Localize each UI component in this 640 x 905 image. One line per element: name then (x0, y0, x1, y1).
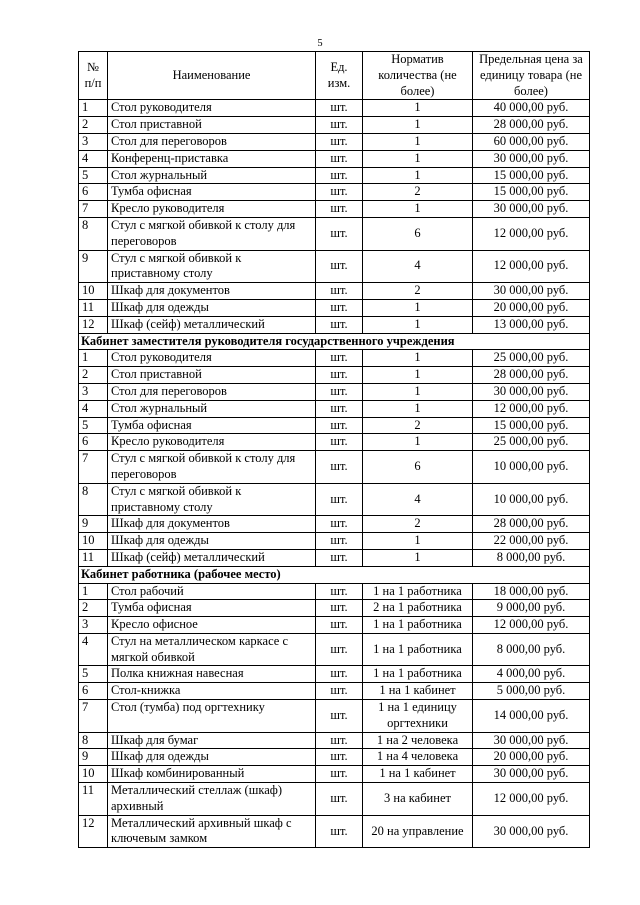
table-row (79, 316, 590, 333)
row-number: 9 (79, 516, 108, 533)
unit-of-measure: шт. (316, 483, 363, 516)
quantity-norm: 1 на 1 работника (363, 583, 473, 600)
item-name: Стол руководителя (108, 350, 316, 367)
section-title: Кабинет работника (рабочее место) (79, 566, 590, 583)
table-row (79, 184, 590, 201)
unit-of-measure: шт. (316, 201, 363, 218)
price-limit: 30 000,00 руб. (473, 383, 590, 400)
quantity-norm: 1 (363, 533, 473, 550)
quantity-norm: 1 (363, 383, 473, 400)
item-name: Полка книжная навесная (108, 666, 316, 683)
item-name: Металлический стеллаж (шкаф) архивный (108, 783, 316, 816)
table-row (79, 666, 590, 683)
row-number: 1 (79, 100, 108, 117)
price-limit: 30 000,00 руб. (473, 283, 590, 300)
unit-of-measure: шт. (316, 533, 363, 550)
table-row (79, 617, 590, 634)
item-name: Стол для переговоров (108, 383, 316, 400)
section-header-row (79, 333, 590, 350)
quantity-norm: 1 (363, 400, 473, 417)
unit-of-measure: шт. (316, 350, 363, 367)
table-row (79, 434, 590, 451)
row-number: 11 (79, 783, 108, 816)
unit-of-measure: шт. (316, 583, 363, 600)
price-limit: 15 000,00 руб. (473, 184, 590, 201)
table-row (79, 133, 590, 150)
table-row (79, 700, 590, 733)
price-limit: 12 000,00 руб. (473, 783, 590, 816)
quantity-norm: 1 на 1 кабинет (363, 766, 473, 783)
unit-of-measure: шт. (316, 217, 363, 250)
unit-of-measure: шт. (316, 749, 363, 766)
header-quantity: Норматив количества (не более) (363, 52, 473, 100)
row-number: 9 (79, 250, 108, 283)
price-limit: 12 000,00 руб. (473, 400, 590, 417)
row-number: 10 (79, 283, 108, 300)
section-header-row (79, 566, 590, 583)
table-row (79, 483, 590, 516)
price-limit: 12 000,00 руб. (473, 217, 590, 250)
row-number: 8 (79, 483, 108, 516)
quantity-norm: 1 на 1 единицу оргтехники (363, 700, 473, 733)
price-limit: 14 000,00 руб. (473, 700, 590, 733)
row-number: 4 (79, 150, 108, 167)
unit-of-measure: шт. (316, 732, 363, 749)
table-row (79, 117, 590, 134)
header-price: Предельная цена за единицу товара (не более) (473, 52, 590, 100)
item-name: Металлический архивный шкаф с ключевым замком (108, 815, 316, 848)
unit-of-measure: шт. (316, 184, 363, 201)
unit-of-measure: шт. (316, 133, 363, 150)
unit-of-measure: шт. (316, 367, 363, 384)
quantity-norm: 1 (363, 117, 473, 134)
unit-of-measure: шт. (316, 451, 363, 484)
quantity-norm: 4 (363, 250, 473, 283)
row-number: 3 (79, 383, 108, 400)
table-row (79, 367, 590, 384)
price-limit: 28 000,00 руб. (473, 367, 590, 384)
row-number: 6 (79, 683, 108, 700)
item-name: Шкаф комбинированный (108, 766, 316, 783)
quantity-norm: 1 (363, 549, 473, 566)
row-number: 6 (79, 434, 108, 451)
price-limit: 5 000,00 руб. (473, 683, 590, 700)
item-name: Шкаф для документов (108, 283, 316, 300)
unit-of-measure: шт. (316, 117, 363, 134)
table-row (79, 633, 590, 666)
table-row (79, 683, 590, 700)
item-name: Стол журнальный (108, 167, 316, 184)
row-number: 11 (79, 549, 108, 566)
quantity-norm: 2 (363, 184, 473, 201)
price-limit: 25 000,00 руб. (473, 434, 590, 451)
row-number: 1 (79, 583, 108, 600)
table-row (79, 283, 590, 300)
quantity-norm: 1 (363, 100, 473, 117)
quantity-norm: 1 (363, 133, 473, 150)
price-limit: 10 000,00 руб. (473, 483, 590, 516)
item-name: Тумба офисная (108, 184, 316, 201)
item-name: Конференц-приставка (108, 150, 316, 167)
row-number: 6 (79, 184, 108, 201)
furniture-norms-table (78, 51, 590, 848)
table-row (79, 815, 590, 848)
unit-of-measure: шт. (316, 299, 363, 316)
row-number: 12 (79, 815, 108, 848)
row-number: 5 (79, 417, 108, 434)
price-limit: 13 000,00 руб. (473, 316, 590, 333)
row-number: 8 (79, 217, 108, 250)
price-limit: 12 000,00 руб. (473, 617, 590, 634)
unit-of-measure: шт. (316, 417, 363, 434)
price-limit: 8 000,00 руб. (473, 549, 590, 566)
item-name: Кресло руководителя (108, 201, 316, 218)
price-limit: 8 000,00 руб. (473, 633, 590, 666)
price-limit: 30 000,00 руб. (473, 732, 590, 749)
quantity-norm: 2 (363, 283, 473, 300)
price-limit: 28 000,00 руб. (473, 117, 590, 134)
unit-of-measure: шт. (316, 383, 363, 400)
item-name: Стол-книжка (108, 683, 316, 700)
item-name: Шкаф (сейф) металлический (108, 549, 316, 566)
row-number: 7 (79, 451, 108, 484)
item-name: Стул с мягкой обивкой к столу для переговоров (108, 217, 316, 250)
item-name: Стул с мягкой обивкой к приставному столу (108, 483, 316, 516)
unit-of-measure: шт. (316, 549, 363, 566)
quantity-norm: 1 (363, 350, 473, 367)
item-name: Стол для переговоров (108, 133, 316, 150)
row-number: 5 (79, 167, 108, 184)
section-title: Кабинет заместителя руководителя государственного учреждения (79, 333, 590, 350)
unit-of-measure: шт. (316, 250, 363, 283)
row-number: 4 (79, 633, 108, 666)
price-limit: 30 000,00 руб. (473, 766, 590, 783)
table-row (79, 250, 590, 283)
item-name: Стул с мягкой обивкой к столу для переговоров (108, 451, 316, 484)
table-row (79, 217, 590, 250)
table-row (79, 100, 590, 117)
price-limit: 22 000,00 руб. (473, 533, 590, 550)
quantity-norm: 1 на 2 человека (363, 732, 473, 749)
table-row (79, 783, 590, 816)
quantity-norm: 1 (363, 299, 473, 316)
quantity-norm: 6 (363, 217, 473, 250)
row-number: 8 (79, 732, 108, 749)
quantity-norm: 1 (363, 434, 473, 451)
item-name: Тумба офисная (108, 600, 316, 617)
price-limit: 9 000,00 руб. (473, 600, 590, 617)
row-number: 7 (79, 201, 108, 218)
page-number: 5 (317, 38, 323, 49)
table-header-row (79, 52, 590, 100)
table-row (79, 299, 590, 316)
item-name: Шкаф для одежды (108, 749, 316, 766)
unit-of-measure: шт. (316, 633, 363, 666)
item-name: Шкаф для бумаг (108, 732, 316, 749)
price-limit: 12 000,00 руб. (473, 250, 590, 283)
table-row (79, 583, 590, 600)
price-limit: 18 000,00 руб. (473, 583, 590, 600)
table-row (79, 417, 590, 434)
price-limit: 15 000,00 руб. (473, 417, 590, 434)
price-limit: 30 000,00 руб. (473, 201, 590, 218)
quantity-norm: 1 на 1 работника (363, 633, 473, 666)
table-row (79, 167, 590, 184)
unit-of-measure: шт. (316, 434, 363, 451)
price-limit: 30 000,00 руб. (473, 150, 590, 167)
item-name: Тумба офисная (108, 417, 316, 434)
quantity-norm: 4 (363, 483, 473, 516)
price-limit: 40 000,00 руб. (473, 100, 590, 117)
item-name: Стол (тумба) под оргтехнику (108, 700, 316, 733)
table-row (79, 533, 590, 550)
row-number: 4 (79, 400, 108, 417)
item-name: Стол рабочий (108, 583, 316, 600)
quantity-norm: 1 на 1 работника (363, 617, 473, 634)
unit-of-measure: шт. (316, 516, 363, 533)
row-number: 2 (79, 367, 108, 384)
table-row (79, 451, 590, 484)
quantity-norm: 1 (363, 150, 473, 167)
table-row (79, 350, 590, 367)
row-number: 3 (79, 133, 108, 150)
price-limit: 20 000,00 руб. (473, 299, 590, 316)
quantity-norm: 1 на 4 человека (363, 749, 473, 766)
price-limit: 10 000,00 руб. (473, 451, 590, 484)
unit-of-measure: шт. (316, 400, 363, 417)
unit-of-measure: шт. (316, 100, 363, 117)
unit-of-measure: шт. (316, 617, 363, 634)
quantity-norm: 1 (363, 167, 473, 184)
quantity-norm: 1 (363, 316, 473, 333)
price-limit: 4 000,00 руб. (473, 666, 590, 683)
unit-of-measure: шт. (316, 150, 363, 167)
quantity-norm: 3 на кабинет (363, 783, 473, 816)
row-number: 5 (79, 666, 108, 683)
header-name: Наименование (108, 52, 316, 100)
price-limit: 25 000,00 руб. (473, 350, 590, 367)
item-name: Шкаф для документов (108, 516, 316, 533)
quantity-norm: 20 на управление (363, 815, 473, 848)
unit-of-measure: шт. (316, 600, 363, 617)
quantity-norm: 6 (363, 451, 473, 484)
row-number: 10 (79, 533, 108, 550)
table-row (79, 150, 590, 167)
row-number: 7 (79, 700, 108, 733)
unit-of-measure: шт. (316, 683, 363, 700)
row-number: 11 (79, 299, 108, 316)
unit-of-measure: шт. (316, 700, 363, 733)
row-number: 9 (79, 749, 108, 766)
header-unit: Ед. изм. (316, 52, 363, 100)
item-name: Стол руководителя (108, 100, 316, 117)
row-number: 3 (79, 617, 108, 634)
row-number: 2 (79, 117, 108, 134)
table-row (79, 766, 590, 783)
row-number: 1 (79, 350, 108, 367)
item-name: Шкаф (сейф) металлический (108, 316, 316, 333)
quantity-norm: 1 на 1 работника (363, 666, 473, 683)
item-name: Стол приставной (108, 117, 316, 134)
item-name: Шкаф для одежды (108, 533, 316, 550)
quantity-norm: 2 (363, 516, 473, 533)
table-body (79, 100, 590, 848)
item-name: Стол приставной (108, 367, 316, 384)
quantity-norm: 2 на 1 работника (363, 600, 473, 617)
unit-of-measure: шт. (316, 783, 363, 816)
item-name: Шкаф для одежды (108, 299, 316, 316)
quantity-norm: 2 (363, 417, 473, 434)
price-limit: 20 000,00 руб. (473, 749, 590, 766)
unit-of-measure: шт. (316, 815, 363, 848)
row-number: 12 (79, 316, 108, 333)
table-row (79, 549, 590, 566)
item-name: Стол журнальный (108, 400, 316, 417)
unit-of-measure: шт. (316, 666, 363, 683)
table-row (79, 201, 590, 218)
price-limit: 60 000,00 руб. (473, 133, 590, 150)
unit-of-measure: шт. (316, 766, 363, 783)
quantity-norm: 1 (363, 367, 473, 384)
table-row (79, 516, 590, 533)
price-limit: 30 000,00 руб. (473, 815, 590, 848)
item-name: Стул на металлическом каркасе с мягкой обивкой (108, 633, 316, 666)
unit-of-measure: шт. (316, 167, 363, 184)
quantity-norm: 1 (363, 201, 473, 218)
table-row (79, 600, 590, 617)
item-name: Кресло офисное (108, 617, 316, 634)
table-row (79, 383, 590, 400)
table-row (79, 400, 590, 417)
quantity-norm: 1 на 1 кабинет (363, 683, 473, 700)
item-name: Кресло руководителя (108, 434, 316, 451)
item-name: Стул с мягкой обивкой к приставному столу (108, 250, 316, 283)
row-number: 2 (79, 600, 108, 617)
header-number: № п/п (79, 52, 108, 100)
unit-of-measure: шт. (316, 316, 363, 333)
table-row (79, 749, 590, 766)
table-row (79, 732, 590, 749)
unit-of-measure: шт. (316, 283, 363, 300)
row-number: 10 (79, 766, 108, 783)
price-limit: 15 000,00 руб. (473, 167, 590, 184)
price-limit: 28 000,00 руб. (473, 516, 590, 533)
